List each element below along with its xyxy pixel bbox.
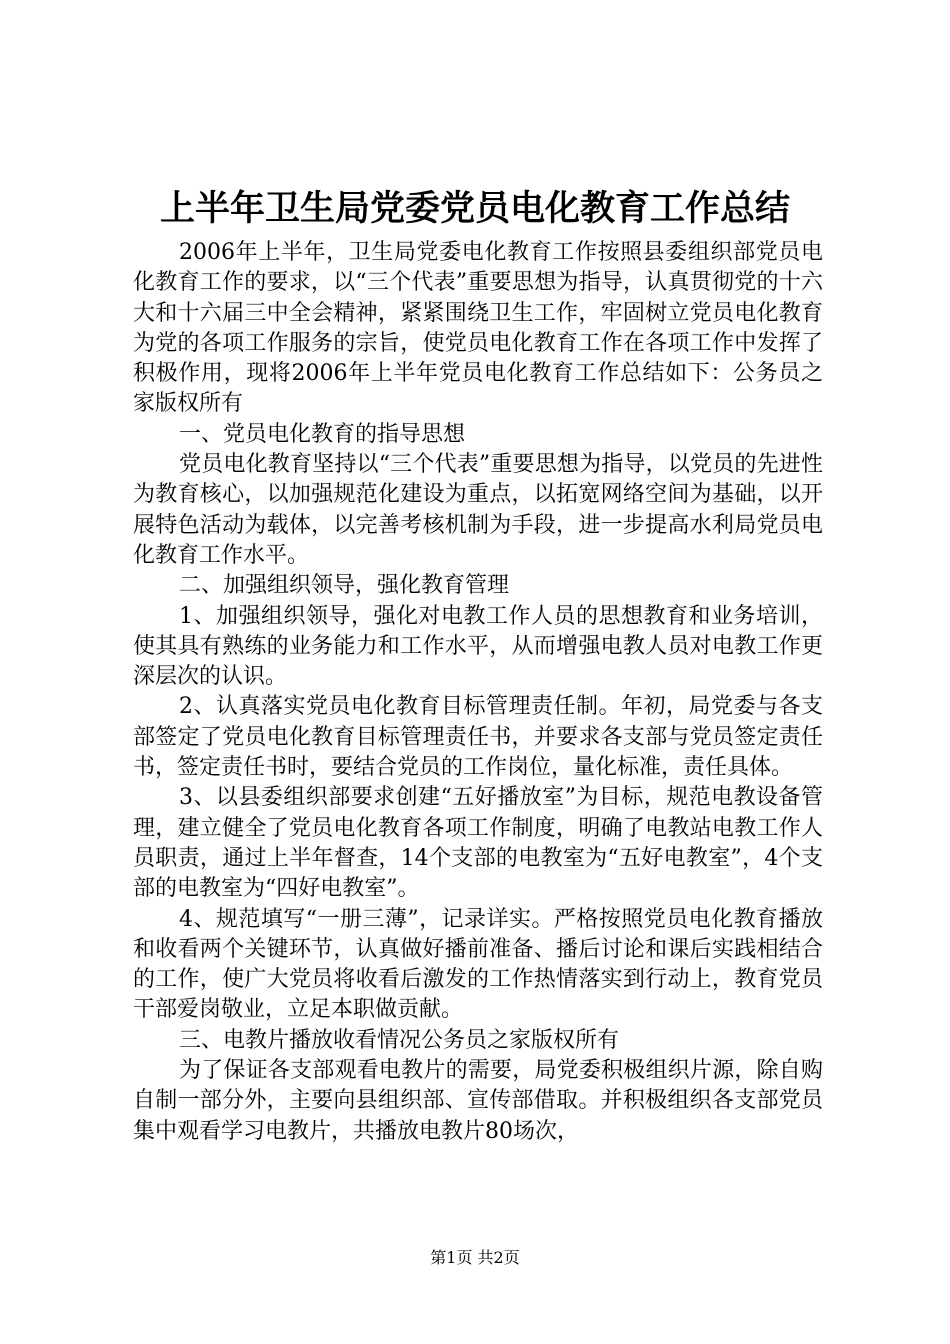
paragraph: 党员电化教育坚持以“三个代表”重要思想为指导，以党员的先进性为教育核心，以加强规范化建设为重点，以拓宽网络空间为基础，以开展特色活动为载体，以完善考核机制为手段，进一步提高水利局党员电化教育工作水平。 — [133, 452, 823, 568]
paragraph: 2006年上半年，卫生局党委电化教育工作按照县委组织部党员电化教育工作的要求，以“三个代表”重要思想为指导，认真贯彻党的十六大和十六届三中全会精神，紧紧围绕卫生工作，牢固树立党员电化教育为党的各项工作服务的宗旨，使党员电化教育工作在各项工作中发挥了积极作用，现将2006年上半年党员电化教育工作总结如下：公务员之家版权所有 — [133, 240, 823, 417]
document-title: 上半年卫生局党委党员电化教育工作总结 — [159, 189, 790, 229]
paragraph: 2、认真落实党员电化教育目标管理责任制。年初，局党委与各支部签定了党员电化教育目标管理责任书，并要求各支部与党员签定责任书，签定责任书时，要结合党员的工作岗位，量化标准，责任具体。 — [133, 694, 823, 781]
document-body — [133, 238, 823, 1147]
page-footer: 第1页 共2页 — [430, 1248, 520, 1267]
section-heading: 二、加强组织领导，强化教育管理 — [179, 573, 510, 599]
paragraph: 为了保证各支部观看电教片的需要，局党委积极组织片源，除自购自制一部分外，主要向县组织部、宣传部借取。并积极组织各支部党员集中观看学习电教片，共播放电教片80场次， — [133, 1058, 823, 1144]
paragraph: 4、规范填写“一册三薄”，记录详实。严格按照党员电化教育播放和收看两个关键环节，认真做好播前准备、播后讨论和课后实践相结合的工作，使广大党员将收看后激发的工作热情落实到行动上，教育党员干部爱岗敬业，立足本职做贡献。 — [133, 906, 823, 1023]
section-heading: 三、电教片播放收看情况公务员之家版权所有 — [179, 1027, 620, 1053]
section-heading: 一、党员电化教育的指导思想 — [179, 421, 466, 447]
paragraph: 3、以县委组织部要求创建“五好播放室”为目标，规范电教设备管理，建立健全了党员电化教育各项工作制度，明确了电教站电教工作人员职责，通过上半年督查，14个支部的电教室为“五好电教室”，4个支部的电教室为“四好电教室”。 — [133, 785, 823, 902]
paragraph: 1、加强组织领导，强化对电教工作人员的思想教育和业务培训，使其具有熟练的业务能力和工作水平，从而增强电教人员对电教工作更深层次的认识。 — [133, 603, 823, 690]
